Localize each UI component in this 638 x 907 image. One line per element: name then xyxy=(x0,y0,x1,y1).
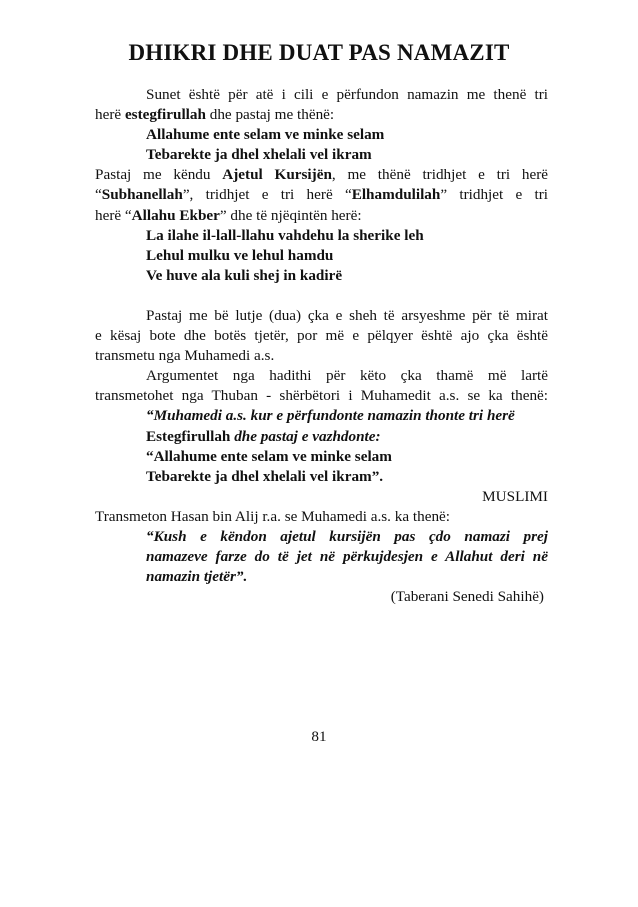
paragraph-line xyxy=(95,105,548,125)
paragraph-line: Pastaj me bë lutje (dua) çka e sheh të arsyeshme për të mirat xyxy=(146,306,548,324)
hadith-line: “Kush e këndon ajetul kursijën pas çdo namazi prej xyxy=(146,527,548,545)
bold-term: estegfirullah xyxy=(124,106,206,124)
paragraph-line: Sunet është për atë i cili e përfundon namazin me thenë tri xyxy=(146,86,548,103)
text-span: ” tridhjet e tri xyxy=(440,186,549,204)
hadith-line xyxy=(95,427,548,447)
page-body xyxy=(95,85,548,607)
dua-line: Lehul mulku ve lehul hamdu xyxy=(146,246,334,264)
paragraph-line: Argumentet nga hadithi për këto çka thamë më lartë xyxy=(146,367,548,385)
hadith-line: “Allahume ente selam ve minke selam xyxy=(146,447,392,465)
bold-italic-span: dhe pastaj e vazhdonte: xyxy=(230,427,381,445)
paragraph-line: transmetohet nga Thuban - shërbëtori i Muhamedit a.s. se ka thenë: xyxy=(95,387,548,405)
bold-term: Ajetul Kursijën xyxy=(222,166,332,184)
page-number: 81 xyxy=(311,728,327,745)
text-span: herë “ xyxy=(95,206,132,224)
text-span: “ xyxy=(95,186,102,204)
hadith-line: namazeve farze do të jet në përkujdesjen e Allahut deri në xyxy=(146,548,548,566)
hadith-source: MUSLIMI xyxy=(482,487,548,505)
hadith-source: (Taberani Senedi Sahihë) xyxy=(390,588,544,606)
page-title: DHIKRI DHE DUAT PAS NAMAZIT xyxy=(128,40,510,65)
text-span: ”, tridhjet e tri herë “ xyxy=(182,186,352,204)
text-span: , me thënë tridhjet e tri herë xyxy=(331,166,548,184)
bold-term: Subhanellah xyxy=(101,186,183,204)
paragraph-line: transmetu nga Muhamedi a.s. xyxy=(95,347,275,365)
bold-term: Allahu Ekber xyxy=(131,206,220,224)
dua-line: Allahume ente selam ve minke selam xyxy=(146,126,385,144)
hadith-line: “Muhamedi a.s. kur e përfundonte namazin thonte tri herë xyxy=(146,407,515,425)
text-span: ” dhe të njëqintën herë: xyxy=(219,206,362,224)
paragraph-line: Transmeton Hasan bin Alij r.a. se Muhamedi a.s. ka thenë: xyxy=(95,507,451,525)
dua-line: Tebarekte ja dhel xhelali vel ikram xyxy=(146,146,372,164)
hadith-line: namazin tjetër”. xyxy=(146,568,248,586)
paragraph-line xyxy=(95,165,548,185)
text-span: dhe pastaj me thënë: xyxy=(205,106,335,124)
dua-line: La ilahe il-lall-llahu vahdehu la sherike leh xyxy=(146,226,424,244)
blank-line xyxy=(95,286,548,306)
bold-term: Estegfirullah xyxy=(146,427,231,445)
text-span: Pastaj me këndu xyxy=(95,166,223,184)
paragraph-line: e kësaj bote dhe botës tjetër, por më e pëlqyer është ajo çka është xyxy=(95,327,548,345)
bold-term: Elhamdulilah xyxy=(351,186,441,204)
dua-line: Ve huve ala kuli shej in kadirë xyxy=(146,266,343,284)
paragraph-line xyxy=(95,206,548,226)
hadith-line: Tebarekte ja dhel xhelali vel ikram”. xyxy=(146,467,384,485)
text-span: herë xyxy=(95,106,125,124)
paragraph-line xyxy=(95,185,548,205)
